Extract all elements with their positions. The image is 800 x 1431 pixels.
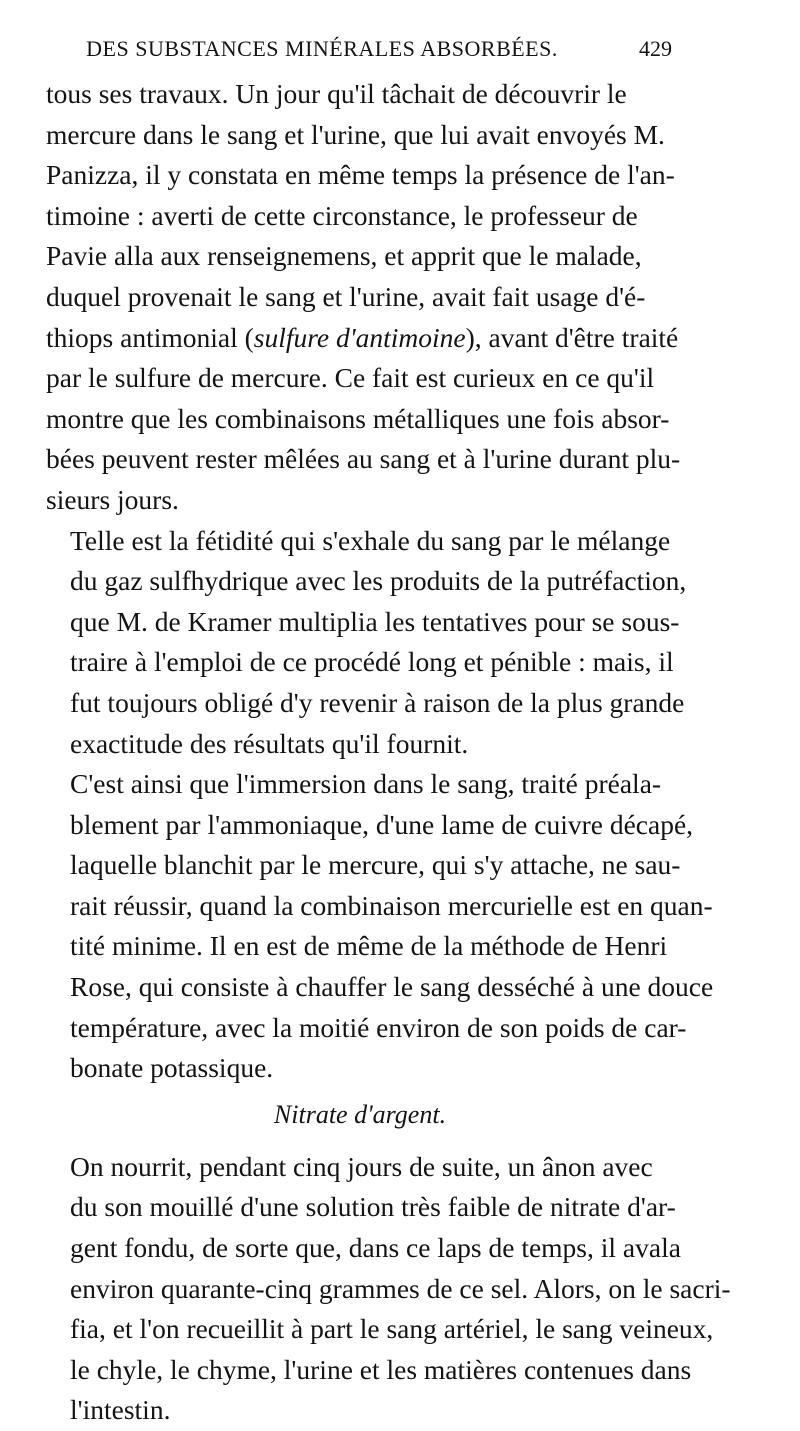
text-line: température, avec la moitié environ de son poids de car- (70, 1011, 687, 1043)
text-line: montre que les combinaisons métalliques une fois absor- (46, 402, 670, 434)
text-line: On nourrit, pendant cinq jours de suite, un ânon avec (70, 1150, 653, 1182)
text-line: gent fondu, de sorte que, dans ce laps de temps, il avala (70, 1232, 681, 1264)
page-header (46, 36, 674, 70)
text-line: Pavie alla aux renseignemens, et apprit que le malade, (46, 240, 642, 272)
text-line: l'intestin. (70, 1394, 171, 1426)
text-line: blement par l'ammoniaque, d'une lame de cuivre décapé, (70, 808, 694, 840)
text-line: duquel provenait le sang et l'urine, avait fait usage d'é- (46, 280, 646, 312)
text-line: Panizza, il y constata en même temps la présence de l'an- (46, 159, 675, 191)
text-line: traire à l'emploi de ce procédé long et pénible : mais, il (70, 646, 674, 678)
text-line: bées peuvent rester mêlées au sang et à l'urine durant plu- (46, 443, 681, 475)
body-text (46, 74, 731, 1431)
text-line: tité minime. Il en est de même de la méthode de Henri (70, 930, 668, 962)
text-line: exactitude des résultats qu'il fournit. (70, 727, 469, 759)
text-line: du gaz sulfhydrique avec les produits de la putréfaction, (70, 565, 687, 597)
text-line: laquelle blanchit par le mercure, qui s'y attache, ne sau- (70, 849, 681, 881)
text-line: C'est ainsi que l'immersion dans le sang, traité préala- (70, 768, 662, 800)
section-title: Nitrate d'argent. (273, 1099, 447, 1129)
text-line: bonate potassique. (70, 1052, 274, 1084)
paragraph (46, 74, 681, 521)
text-line: du son mouillé d'une solution très faible de nitrate d'ar- (70, 1191, 676, 1223)
book-page (46, 36, 731, 1431)
running-head: DES SUBSTANCES MINÉRALES ABSORBÉES. (86, 36, 558, 61)
text-line: timoine : averti de cette circonstance, le professeur de (46, 199, 638, 231)
text-line: sieurs jours. (46, 483, 179, 515)
text-line: fia, et l'on recueillit à part le sang artériel, le sang veineux, (70, 1313, 714, 1345)
text-line: fut toujours obligé d'y revenir à raison de la plus grande (70, 686, 685, 718)
text-line: mercure dans le sang et l'urine, que lui avait envoyés M. (46, 118, 665, 150)
text-line: Rose, qui consiste à chauffer le sang desséché à une douce (70, 971, 714, 1003)
text-line: par le sulfure de mercure. Ce fait est curieux en ce qu'il (46, 362, 655, 394)
paragraph (46, 1147, 731, 1431)
paragraph (46, 521, 687, 765)
italic-term: sulfure d'antimoine (253, 321, 466, 353)
text-line: environ quarante-cinq grammes de ce sel. Alors, on le sacri- (70, 1272, 731, 1304)
text-line: thiops antimonial (sulfure d'antimoine), avant d'être traité (46, 321, 679, 353)
paragraph (46, 764, 714, 1089)
text-line: le chyle, le chyme, l'urine et les matières contenues dans (70, 1353, 692, 1385)
text-line: tous ses travaux. Un jour qu'il tâchait de découvrir le (46, 78, 627, 109)
text-line: rait réussir, quand la combinaison mercurielle est en quan- (70, 889, 713, 921)
text-line: que M. de Kramer multiplia les tentatives pour se sous- (70, 605, 680, 637)
text-line: Telle est la fétidité qui s'exhale du sang par le mélange (70, 524, 671, 556)
page-number: 429 (639, 36, 672, 61)
